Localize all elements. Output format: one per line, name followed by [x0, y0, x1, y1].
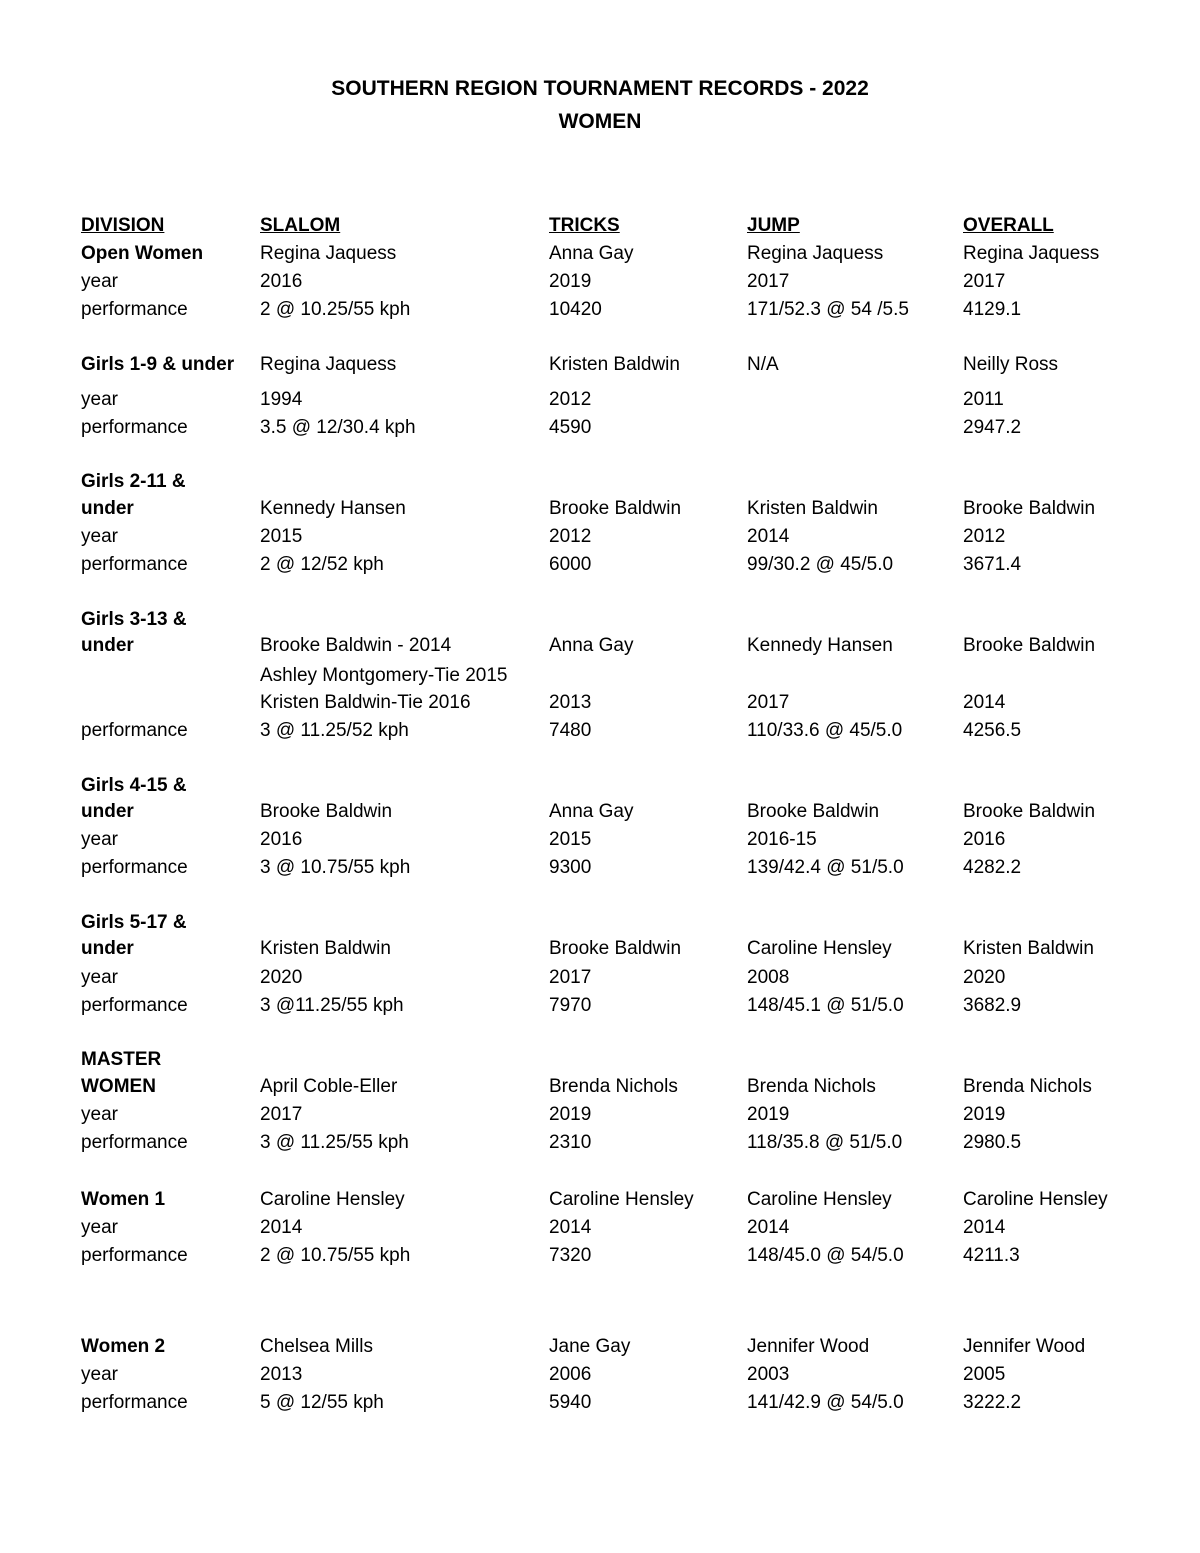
cell-slalom: 3 @ 11.25/52 kph: [260, 720, 409, 741]
cell-division: Girls 4-15 &: [81, 775, 187, 796]
cell-overall: 3682.9: [963, 995, 1022, 1016]
cell-division: year: [81, 526, 118, 547]
cell-jump: 2008: [747, 967, 790, 988]
cell-overall: 4282.2: [963, 857, 1022, 878]
cell-tricks: 2310: [549, 1132, 592, 1153]
cell-tricks: Brenda Nichols: [549, 1076, 678, 1097]
cell-jump: Caroline Hensley: [747, 938, 892, 959]
cell-slalom: Brooke Baldwin - 2014: [260, 635, 452, 656]
header-tricks: TRICKS: [549, 215, 620, 236]
cell-slalom: 5 @ 12/55 kph: [260, 1392, 384, 1413]
cell-jump: 171/52.3 @ 54 /5.5: [747, 299, 909, 320]
header-slalom: SLALOM: [260, 215, 341, 236]
cell-division: year: [81, 1217, 118, 1238]
cell-overall: 2012: [963, 526, 1006, 547]
cell-division: Girls 3-13 &: [81, 609, 187, 630]
cell-jump: Kristen Baldwin: [747, 498, 878, 519]
cell-overall: Kristen Baldwin: [963, 938, 1094, 959]
cell-division: performance: [81, 1392, 188, 1413]
cell-tricks: 2012: [549, 526, 592, 547]
cell-division: under: [81, 938, 134, 959]
cell-tricks: 10420: [549, 299, 602, 320]
cell-tricks: Anna Gay: [549, 243, 634, 264]
cell-tricks: 7970: [549, 995, 592, 1016]
document-title: SOUTHERN REGION TOURNAMENT RECORDS - 2022: [331, 77, 869, 100]
cell-jump: 2017: [747, 692, 790, 713]
cell-tricks: Anna Gay: [549, 801, 634, 822]
cell-division: Women 1: [81, 1189, 166, 1210]
cell-division: performance: [81, 720, 188, 741]
cell-overall: Brooke Baldwin: [963, 801, 1096, 822]
cell-tricks: 2012: [549, 389, 592, 410]
cell-tricks: 2014: [549, 1217, 592, 1238]
cell-overall: 3671.4: [963, 554, 1022, 575]
cell-slalom: 2 @ 12/52 kph: [260, 554, 384, 575]
header-overall: OVERALL: [963, 215, 1054, 236]
cell-division: year: [81, 1104, 118, 1125]
cell-jump: 2016-15: [747, 829, 817, 850]
cell-division: performance: [81, 299, 188, 320]
cell-tricks: Brooke Baldwin: [549, 498, 682, 519]
cell-jump: 141/42.9 @ 54/5.0: [747, 1392, 904, 1413]
cell-division: performance: [81, 857, 188, 878]
cell-jump: Jennifer Wood: [747, 1336, 870, 1357]
cell-division: performance: [81, 1132, 188, 1153]
cell-jump: 2014: [747, 1217, 790, 1238]
cell-jump: 2019: [747, 1104, 790, 1125]
cell-tricks: Brooke Baldwin: [549, 938, 682, 959]
cell-division: Girls 2-11 &: [81, 471, 186, 492]
cell-tricks: 4590: [549, 417, 592, 438]
cell-overall: 2014: [963, 1217, 1006, 1238]
cell-jump: 148/45.1 @ 51/5.0: [747, 995, 904, 1016]
cell-overall: 2017: [963, 271, 1006, 292]
cell-division: year: [81, 1364, 118, 1385]
cell-division: under: [81, 635, 134, 656]
cell-division: performance: [81, 995, 188, 1016]
cell-jump: Brooke Baldwin: [747, 801, 880, 822]
cell-division: year: [81, 967, 118, 988]
cell-overall: 2980.5: [963, 1132, 1022, 1153]
cell-slalom: Kristen Baldwin: [260, 938, 391, 959]
cell-tricks: 2006: [549, 1364, 592, 1385]
cell-slalom: 3 @ 11.25/55 kph: [260, 1132, 409, 1153]
cell-overall: Brooke Baldwin: [963, 635, 1096, 656]
cell-slalom: Caroline Hensley: [260, 1189, 405, 1210]
cell-slalom: Kristen Baldwin-Tie 2016: [260, 692, 471, 713]
cell-slalom: 2 @ 10.75/55 kph: [260, 1245, 411, 1266]
cell-tricks: 6000: [549, 554, 592, 575]
cell-overall: 2019: [963, 1104, 1006, 1125]
cell-division: performance: [81, 554, 188, 575]
cell-overall: 2011: [963, 389, 1004, 410]
cell-overall: Brooke Baldwin: [963, 498, 1096, 519]
cell-overall: Jennifer Wood: [963, 1336, 1086, 1357]
cell-slalom: 2 @ 10.25/55 kph: [260, 299, 411, 320]
cell-tricks: 2015: [549, 829, 592, 850]
cell-overall: 4129.1: [963, 299, 1022, 320]
cell-slalom: Kennedy Hansen: [260, 498, 406, 519]
cell-slalom: 3 @11.25/55 kph: [260, 995, 404, 1016]
cell-slalom: 3 @ 10.75/55 kph: [260, 857, 411, 878]
cell-slalom: Brooke Baldwin: [260, 801, 393, 822]
document-subtitle: WOMEN: [558, 110, 642, 133]
cell-overall: Regina Jaquess: [963, 243, 1100, 264]
cell-tricks: 2013: [549, 692, 592, 713]
cell-overall: 2016: [963, 829, 1006, 850]
header-jump: JUMP: [747, 215, 800, 236]
cell-tricks: 7320: [549, 1245, 592, 1266]
cell-jump: 110/33.6 @ 45/5.0: [747, 720, 903, 741]
cell-slalom: April Coble-Eller: [260, 1076, 398, 1097]
cell-division: performance: [81, 1245, 188, 1266]
cell-division: Open Women: [81, 243, 204, 264]
cell-jump: 99/30.2 @ 45/5.0: [747, 554, 894, 575]
cell-division: Girls 5-17 &: [81, 912, 187, 933]
cell-division: year: [81, 389, 118, 410]
cell-division: under: [81, 801, 134, 822]
cell-division: WOMEN: [81, 1076, 156, 1097]
cell-slalom: Regina Jaquess: [260, 243, 397, 264]
cell-division: under: [81, 498, 134, 519]
cell-jump: 2017: [747, 271, 790, 292]
cell-slalom: 2020: [260, 967, 303, 988]
cell-overall: 4256.5: [963, 720, 1022, 741]
cell-slalom: Regina Jaquess: [260, 354, 397, 375]
cell-tricks: Jane Gay: [549, 1336, 631, 1357]
cell-slalom: 1994: [260, 389, 303, 410]
cell-tricks: 7480: [549, 720, 592, 741]
cell-slalom: Chelsea Mills: [260, 1336, 373, 1357]
cell-overall: Caroline Hensley: [963, 1189, 1108, 1210]
cell-slalom: 2017: [260, 1104, 303, 1125]
cell-division: MASTER: [81, 1049, 162, 1070]
cell-tricks: 2017: [549, 967, 592, 988]
cell-tricks: 2019: [549, 271, 592, 292]
cell-jump: 118/35.8 @ 51/5.0: [747, 1132, 903, 1153]
cell-overall: 3222.2: [963, 1392, 1022, 1413]
cell-division: year: [81, 829, 118, 850]
cell-division: Women 2: [81, 1336, 166, 1357]
cell-jump: 2003: [747, 1364, 790, 1385]
cell-tricks: 9300: [549, 857, 592, 878]
cell-division: Girls 1-9 & under: [81, 354, 235, 375]
cell-overall: 2014: [963, 692, 1006, 713]
cell-overall: 4211.3: [963, 1245, 1020, 1266]
cell-jump: 139/42.4 @ 51/5.0: [747, 857, 904, 878]
cell-overall: Brenda Nichols: [963, 1076, 1092, 1097]
cell-overall: 2005: [963, 1364, 1006, 1385]
cell-tricks: 2019: [549, 1104, 592, 1125]
cell-slalom: 3.5 @ 12/30.4 kph: [260, 417, 416, 438]
cell-overall: 2947.2: [963, 417, 1022, 438]
cell-slalom: 2016: [260, 829, 303, 850]
cell-tricks: Kristen Baldwin: [549, 354, 680, 375]
cell-jump: N/A: [747, 354, 779, 375]
cell-tricks: Caroline Hensley: [549, 1189, 694, 1210]
cell-slalom: 2015: [260, 526, 303, 547]
cell-jump: Caroline Hensley: [747, 1189, 892, 1210]
cell-overall: Neilly Ross: [963, 354, 1059, 375]
cell-tricks: Anna Gay: [549, 635, 634, 656]
cell-jump: Brenda Nichols: [747, 1076, 876, 1097]
cell-slalom: 2013: [260, 1364, 303, 1385]
cell-division: performance: [81, 417, 188, 438]
cell-jump: 2014: [747, 526, 790, 547]
cell-jump: 148/45.0 @ 54/5.0: [747, 1245, 904, 1266]
cell-slalom: 2016: [260, 271, 303, 292]
header-division: DIVISION: [81, 215, 165, 236]
cell-tricks: 5940: [549, 1392, 592, 1413]
cell-jump: Regina Jaquess: [747, 243, 884, 264]
cell-jump: Kennedy Hansen: [747, 635, 893, 656]
cell-division: year: [81, 271, 118, 292]
cell-slalom: Ashley Montgomery-Tie 2015: [260, 665, 508, 686]
cell-overall: 2020: [963, 967, 1006, 988]
cell-slalom: 2014: [260, 1217, 303, 1238]
